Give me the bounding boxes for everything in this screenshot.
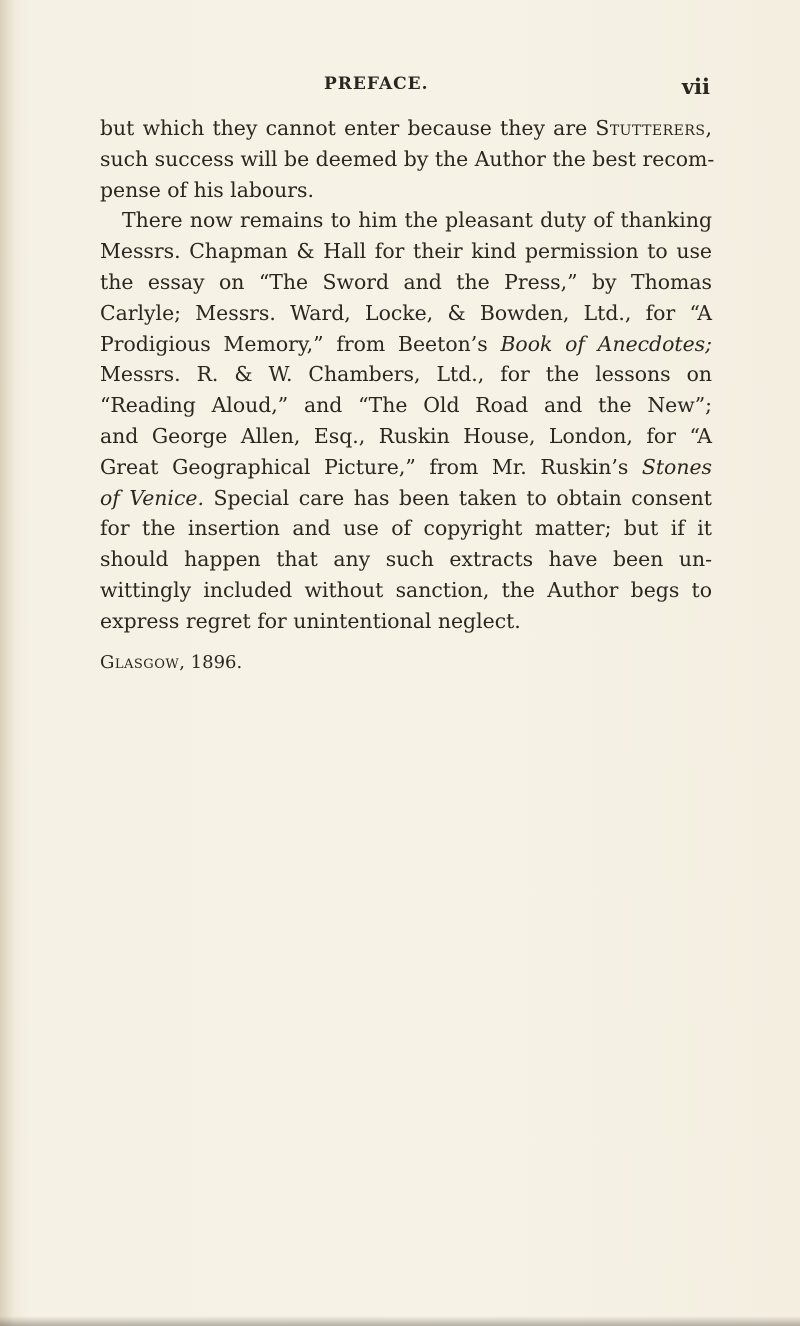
text-line: [100, 298, 712, 329]
page-number: vii: [681, 74, 710, 99]
text-run: such success will be deemed by the Author the best recom-: [100, 146, 715, 171]
text-line: [100, 175, 712, 206]
text-run: ,: [705, 116, 712, 140]
dateline-place: Glasgow: [100, 652, 180, 673]
text-line: [100, 359, 712, 390]
running-head: [100, 74, 710, 100]
text-line: [100, 144, 715, 175]
text-run: but which they cannot enter because they are: [100, 116, 596, 140]
text-run: for the insertion and use of copyright matter; but if it: [100, 516, 712, 541]
text-run: and George Allen, Esq., Ruskin House, London, for “A: [100, 423, 712, 448]
page-gutter-edge: [0, 0, 14, 1326]
text-line: [100, 113, 712, 144]
text-run: Stones: [641, 454, 712, 479]
page-bottom-edge: [0, 1316, 800, 1326]
text-line: [100, 575, 712, 606]
text-run: “Reading Aloud,” and “The Old Road and the New”;: [100, 393, 712, 418]
text-line: [100, 483, 712, 514]
dateline: [100, 652, 242, 673]
text-run: Stutterers: [595, 116, 706, 140]
text-line: [100, 390, 712, 421]
text-run: should happen that any such extracts have been un-: [100, 547, 712, 572]
text-run: pense of his labours.: [100, 177, 315, 202]
text-run: Messrs. Chapman & Hall for their kind permission to use: [100, 239, 712, 264]
text-run: express regret for unintentional neglect.: [100, 608, 521, 633]
text-run: Prodigious Memory,” from Beeton’s: [100, 331, 501, 356]
text-run: Special care has been taken to obtain consent: [203, 485, 712, 510]
text-line: [100, 421, 712, 452]
text-run: of Venice.: [100, 485, 204, 510]
text-line: [100, 205, 712, 236]
preface-paragraphs: [100, 113, 715, 637]
running-head-title: PREFACE.: [324, 74, 429, 94]
text-line: [100, 513, 712, 544]
text-run: Great Geographical Picture,” from Mr. Ruskin’s: [100, 454, 642, 479]
text-line: [100, 267, 712, 298]
text-run: wittingly included without sanction, the Author begs to: [100, 577, 712, 602]
text-line: [100, 606, 712, 637]
dateline-year: , 1896.: [179, 652, 243, 673]
text-run: Messrs. R. & W. Chambers, Ltd., for the lessons on: [100, 362, 712, 387]
text-run: There now remains to him the pleasant duty of thanking: [122, 208, 712, 233]
text-run: the essay on “The Sword and the Press,” by Thomas: [100, 269, 712, 294]
text-line: [100, 329, 712, 360]
text-run: Carlyle; Messrs. Ward, Locke, & Bowden, Ltd., for “A: [100, 300, 712, 325]
text-line: [100, 544, 712, 575]
text-line: [100, 236, 712, 267]
text-run: Book of Anecdotes;: [500, 331, 712, 356]
text-line: [100, 452, 712, 483]
